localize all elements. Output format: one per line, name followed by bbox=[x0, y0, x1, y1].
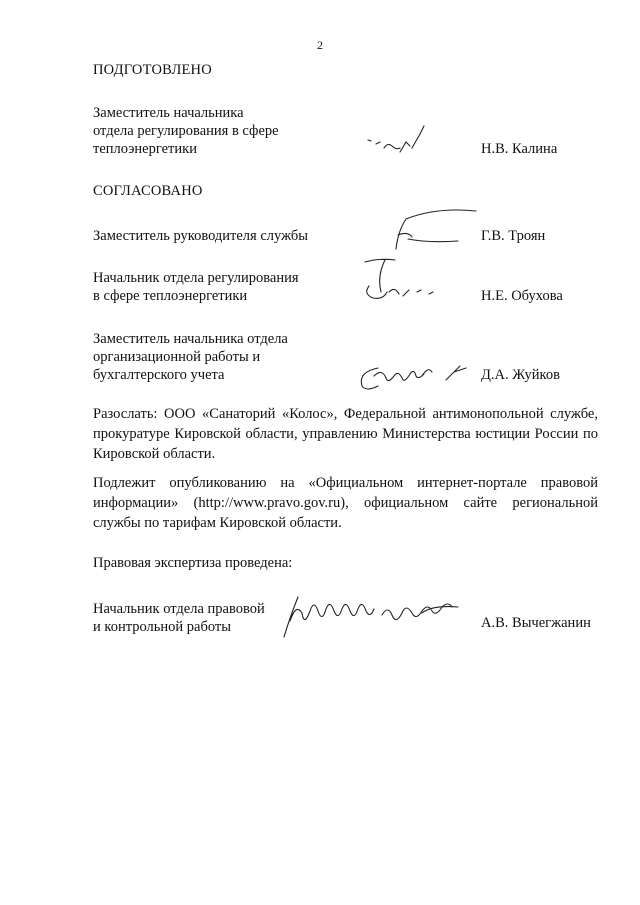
position-line: бухгалтерского учета bbox=[93, 367, 225, 383]
position-line: Заместитель руководителя службы bbox=[93, 228, 309, 244]
signature-zhuykov bbox=[350, 350, 485, 400]
signature-obukhova bbox=[355, 252, 475, 312]
agreed-heading: СОГЛАСОВАНО bbox=[93, 183, 203, 199]
legal-review-name: А.В. Вычегжанин bbox=[481, 615, 591, 631]
page-number: 2 bbox=[317, 38, 323, 52]
position-line: теплоэнергетики bbox=[93, 141, 197, 157]
position-line: организационной работы и bbox=[93, 349, 261, 365]
agreed-position-1 bbox=[93, 227, 393, 245]
prepared-heading: ПОДГОТОВЛЕНО bbox=[93, 62, 212, 78]
agreed-name-3: Д.А. Жуйков bbox=[481, 367, 560, 383]
agreed-position-3 bbox=[93, 330, 393, 384]
position-line: в сфере теплоэнергетики bbox=[93, 288, 248, 304]
position-line: Начальник отдела регулирования bbox=[93, 270, 299, 286]
signature-vychegzhanin bbox=[272, 585, 477, 645]
position-line: Заместитель начальника отдела bbox=[93, 331, 288, 347]
position-line: Заместитель начальника bbox=[93, 105, 244, 121]
prepared-name: Н.В. Калина bbox=[481, 141, 558, 157]
position-line: и контрольной работы bbox=[93, 619, 231, 635]
distribution-paragraph: Разослать: ООО «Санаторий «Колос», Федеральной антимонопольной службе, прокуратуре Кировской области, управлению Министерства юстиции России по Кировской области. bbox=[93, 406, 598, 462]
signature-kalina bbox=[360, 118, 440, 168]
prepared-position bbox=[93, 104, 343, 158]
legal-review-heading: Правовая экспертиза проведена: bbox=[93, 555, 293, 571]
publication-paragraph: Подлежит опубликованию на «Официальном интернет-портале правовой информации» (http://www.pravo.gov.ru), официальном сайте региональной службы по тарифам Кировской области. bbox=[93, 475, 598, 531]
position-line: отдела регулирования в сфере bbox=[93, 123, 279, 139]
agreed-name-1: Г.В. Троян bbox=[481, 228, 546, 244]
agreed-name-2: Н.Е. Обухова bbox=[481, 288, 563, 304]
agreed-position-2 bbox=[93, 269, 393, 305]
position-line: Начальник отдела правовой bbox=[93, 601, 265, 617]
